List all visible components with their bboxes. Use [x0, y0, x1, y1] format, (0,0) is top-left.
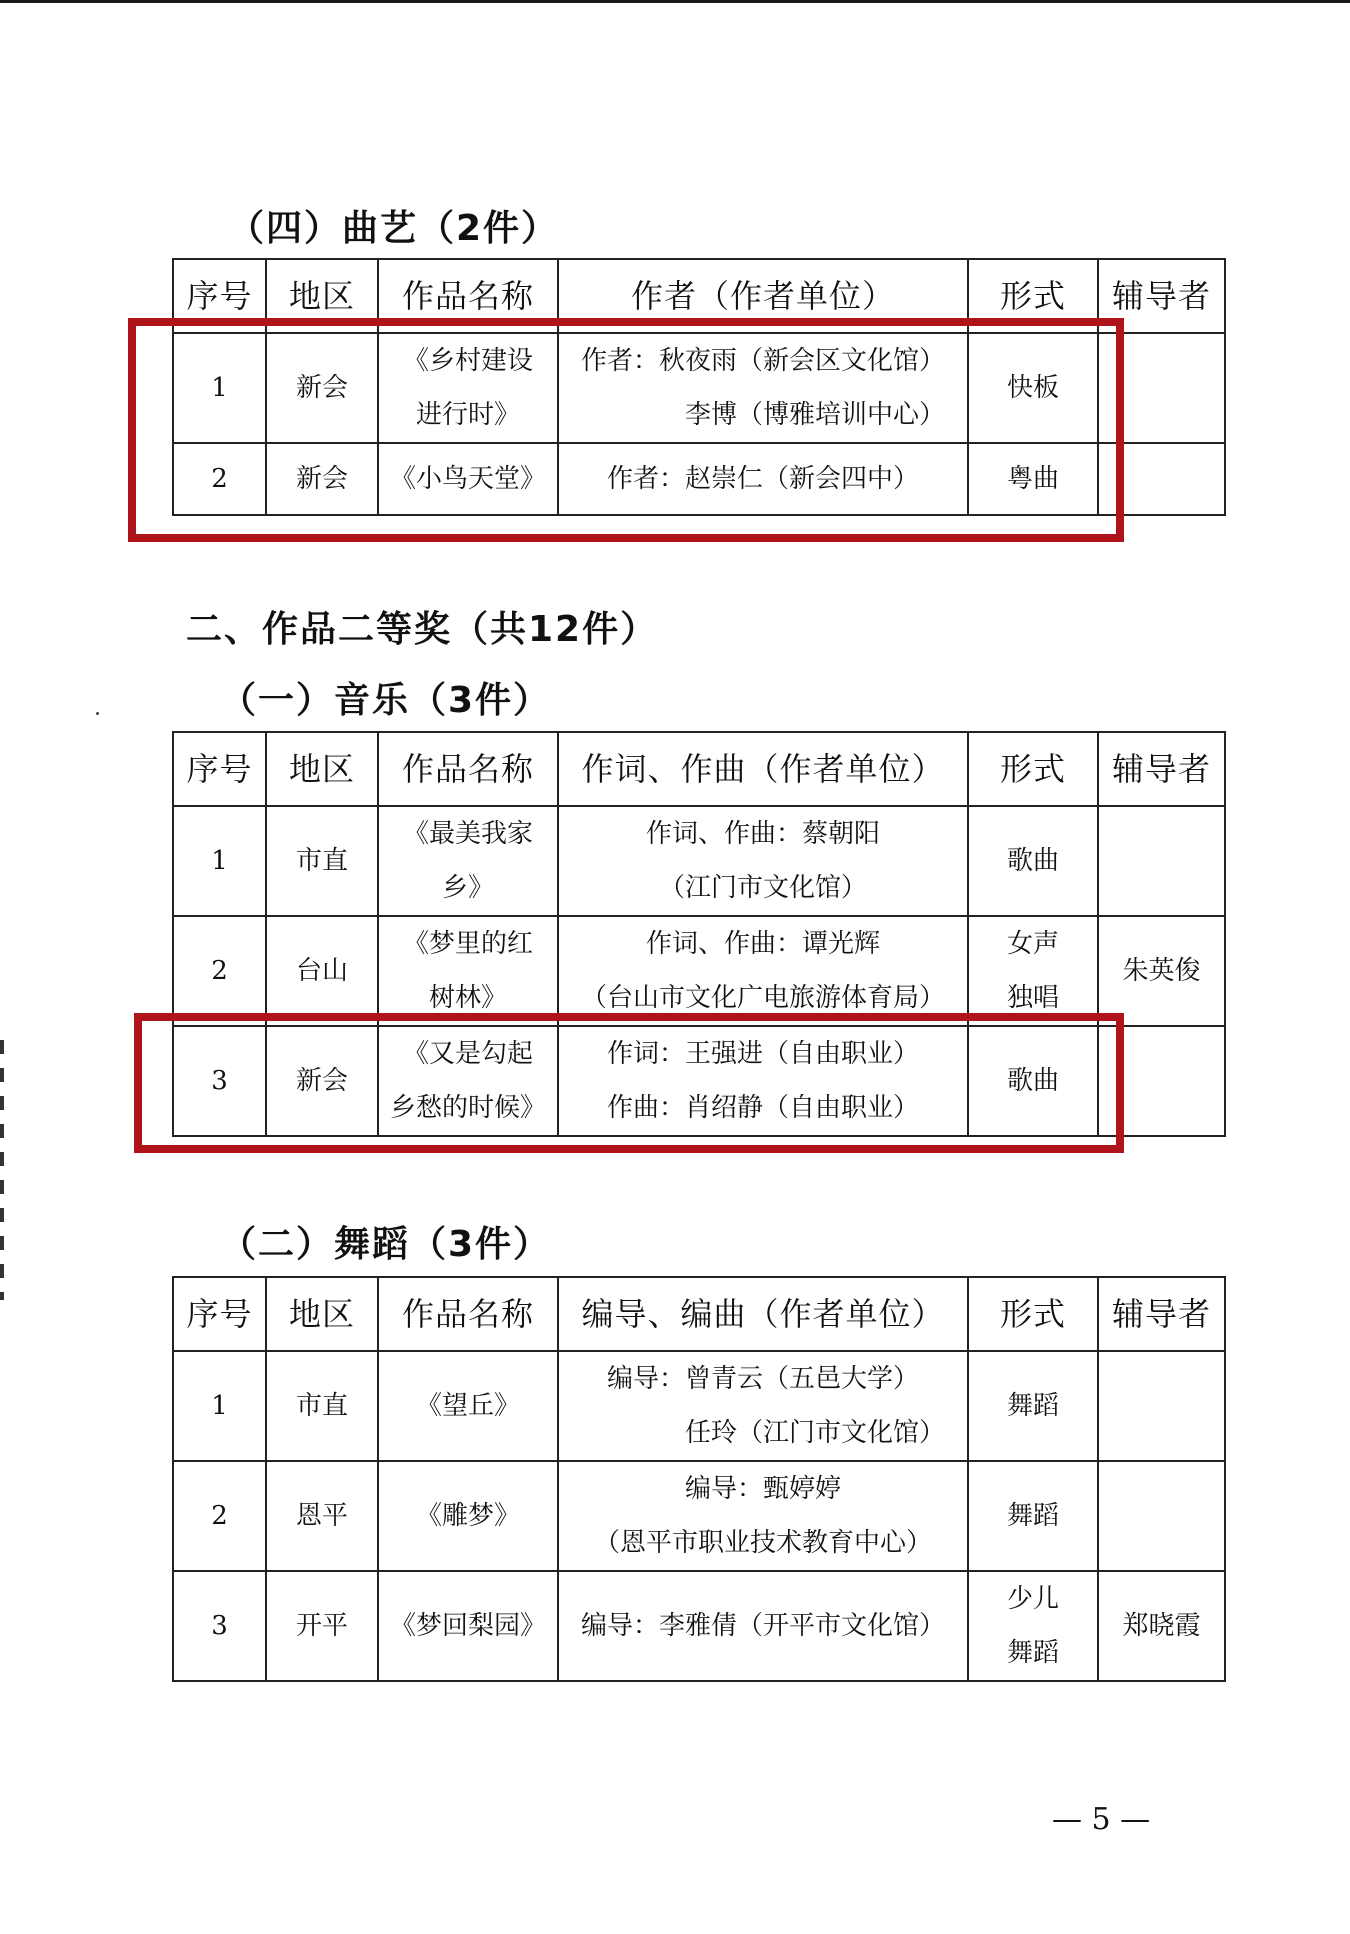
- title-line: 乡愁的时候》: [389, 1093, 546, 1123]
- scan-left-edge: [0, 1040, 4, 1300]
- header-cell: 地区: [266, 1277, 378, 1351]
- section-heading-music: （一）音乐（3件）: [220, 680, 552, 721]
- header-cell: 形式: [968, 1277, 1098, 1351]
- header-cell: 辅导者: [1098, 1277, 1225, 1351]
- row-author: [558, 1461, 968, 1571]
- header-cell: 地区: [266, 259, 378, 333]
- row-region: 市直: [266, 806, 378, 916]
- title-line: 《梦里的红: [402, 929, 533, 959]
- form-line: 独唱: [1006, 983, 1059, 1013]
- row-title: 《望丘》: [378, 1351, 558, 1461]
- header-cell: 形式: [968, 732, 1098, 806]
- row-number: 1: [173, 806, 266, 916]
- row-title: 《雕梦》: [378, 1461, 558, 1571]
- author-line: （江门市文化馆）: [658, 873, 867, 903]
- header-cell: 形式: [968, 259, 1098, 333]
- author-line: 作者：秋夜雨（新会区文化馆）: [580, 346, 945, 376]
- page-number: — 5 —: [1052, 1802, 1151, 1837]
- row-title: [378, 916, 558, 1026]
- row-number: 2: [173, 443, 266, 515]
- row-tutor: [1098, 806, 1225, 916]
- row-title: 《梦回梨园》: [378, 1571, 558, 1681]
- row-number: 3: [173, 1026, 266, 1136]
- row-form: [968, 916, 1098, 1026]
- header-cell: 编导、编曲（作者单位）: [558, 1277, 968, 1351]
- row-form: [968, 1351, 1098, 1461]
- row-form: [968, 1461, 1098, 1571]
- row-number: 1: [173, 333, 266, 443]
- table-header-row: [173, 732, 1225, 806]
- section-heading-quyi: （四）曲艺（2件）: [228, 208, 560, 249]
- row-region: 开平: [266, 1571, 378, 1681]
- row-author: [558, 806, 968, 916]
- header-cell: 作品名称: [378, 259, 558, 333]
- header-cell: 地区: [266, 732, 378, 806]
- row-author: 编导：李雅倩（开平市文化馆）: [558, 1571, 968, 1681]
- form-line: 歌曲: [1006, 846, 1059, 876]
- form-line: 舞蹈: [1006, 1638, 1059, 1668]
- row-title: [378, 806, 558, 916]
- form-line: 舞蹈: [1006, 1501, 1059, 1531]
- highlight-box: [134, 1013, 1124, 1153]
- header-cell: 辅导者: [1098, 259, 1225, 333]
- row-number: 2: [173, 1461, 266, 1571]
- author-line: 作词、作曲：蔡朝阳: [645, 819, 880, 849]
- row-number: 2: [173, 916, 266, 1026]
- header-cell: 作者（作者单位）: [558, 259, 968, 333]
- table-row: [173, 1461, 1225, 1571]
- title-line: 《又是勾起: [402, 1039, 533, 1069]
- row-author: 作者：赵崇仁（新会四中）: [558, 443, 968, 515]
- table-row: [173, 1351, 1225, 1461]
- form-line: 少儿: [1006, 1584, 1059, 1614]
- author-line: 李博（博雅培训中心）: [684, 400, 945, 430]
- scan-top-edge: [0, 0, 1350, 3]
- row-region: 新会: [266, 333, 378, 443]
- header-cell: 作品名称: [378, 1277, 558, 1351]
- form-line: 女声: [1006, 929, 1059, 959]
- row-author: [558, 1351, 968, 1461]
- title-line: 树林》: [428, 983, 507, 1013]
- row-form: [968, 806, 1098, 916]
- table-row: [173, 806, 1225, 916]
- header-cell: 序号: [173, 732, 266, 806]
- title-line: 《乡村建设: [402, 346, 533, 376]
- author-line: 编导：甄婷婷: [684, 1474, 841, 1504]
- row-author: [558, 916, 968, 1026]
- author-line: 作曲：肖绍静（自由职业）: [606, 1093, 919, 1123]
- author-line: 编导：曾青云（五邑大学）: [606, 1364, 919, 1394]
- table-row: [173, 1571, 1225, 1681]
- header-cell: 序号: [173, 259, 266, 333]
- row-form: [968, 1571, 1098, 1681]
- title-line: 《最美我家: [402, 819, 533, 849]
- author-line: 作词：王强进（自由职业）: [606, 1039, 919, 1069]
- title-line: 进行时》: [415, 400, 520, 430]
- author-line: （恩平市职业技术教育中心）: [593, 1528, 932, 1558]
- form-line: 舞蹈: [1006, 1391, 1059, 1421]
- row-region: 新会: [266, 1026, 378, 1136]
- row-tutor: [1098, 1461, 1225, 1571]
- highlight-box: [128, 318, 1124, 542]
- header-cell: 辅导者: [1098, 732, 1225, 806]
- row-form: 粤曲: [968, 443, 1098, 515]
- table-row: [173, 916, 1225, 1026]
- row-tutor: 朱英俊: [1098, 916, 1225, 1026]
- header-cell: 序号: [173, 1277, 266, 1351]
- row-number: 1: [173, 1351, 266, 1461]
- row-tutor: [1098, 1351, 1225, 1461]
- row-region: 新会: [266, 443, 378, 515]
- row-tutor: 郑晓霞: [1098, 1571, 1225, 1681]
- section-heading-dance: （二）舞蹈（3件）: [220, 1224, 552, 1265]
- row-region: 台山: [266, 916, 378, 1026]
- row-form: 快板: [968, 333, 1098, 443]
- header-cell: 作品名称: [378, 732, 558, 806]
- table-header-row: [173, 1277, 1225, 1351]
- scan-speck: [96, 712, 99, 715]
- author-line: 任玲（江门市文化馆）: [684, 1418, 945, 1448]
- author-line: 作词、作曲：谭光辉: [645, 929, 880, 959]
- title-line: 乡》: [441, 873, 494, 903]
- author-line: （台山市文化广电旅游体育局）: [580, 983, 945, 1013]
- row-region: 市直: [266, 1351, 378, 1461]
- row-region: 恩平: [266, 1461, 378, 1571]
- dance-table: [172, 1276, 1226, 1682]
- form-line: 歌曲: [1006, 1066, 1059, 1096]
- header-cell: 作词、作曲（作者单位）: [558, 732, 968, 806]
- row-title: 《小鸟天堂》: [378, 443, 558, 515]
- section-heading-second-prize: 二、作品二等奖（共12件）: [186, 609, 659, 650]
- row-number: 3: [173, 1571, 266, 1681]
